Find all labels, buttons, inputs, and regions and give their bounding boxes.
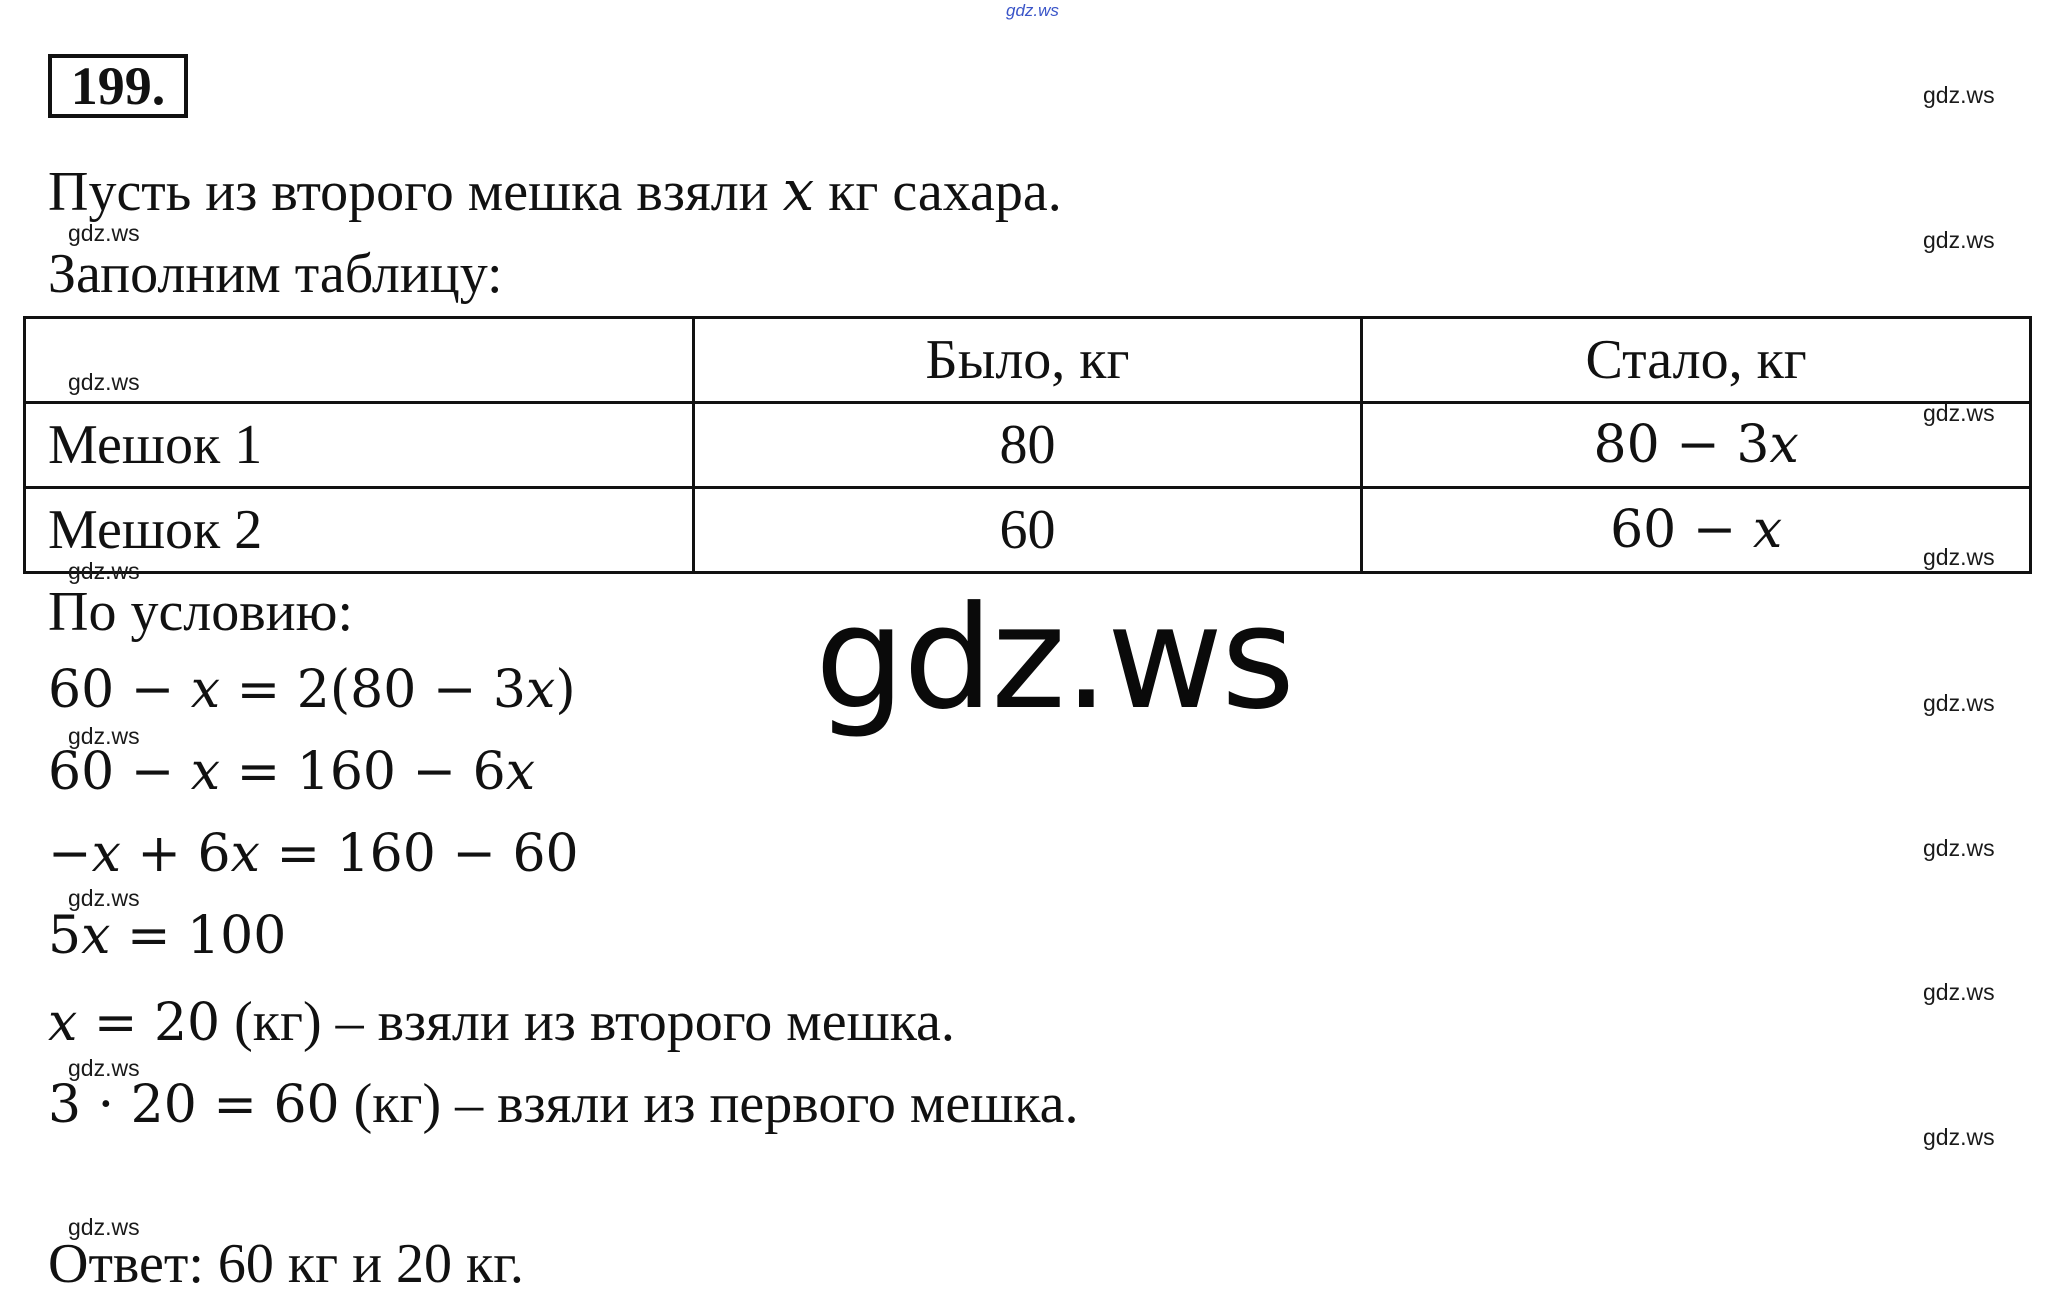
- row-after-variable: x: [1769, 415, 1799, 475]
- watermark-top: gdz.ws: [1006, 1, 1059, 20]
- watermark-large: gdz.ws: [815, 576, 1294, 741]
- result-variable: x: [48, 993, 78, 1053]
- row-after-number: 60 −: [1610, 500, 1753, 560]
- equation-line: [48, 906, 287, 966]
- eq-part: = 100: [110, 906, 287, 966]
- eq-part: = 160 − 60: [259, 824, 579, 884]
- watermark-small: gdz.ws: [68, 1214, 140, 1240]
- intro-text-after: кг сахара.: [814, 161, 1062, 223]
- eq-variable: x: [526, 660, 556, 720]
- equation-line: [48, 824, 579, 884]
- eq-part: 60 −: [48, 742, 191, 802]
- intro-text-before: Пусть из второго мешка взяли: [48, 161, 783, 223]
- watermark-small: gdz.ws: [68, 369, 140, 395]
- eq-part: = 160 − 6: [220, 742, 506, 802]
- eq-part: −: [48, 824, 92, 884]
- result-text: (кг) – взяли из второго мешка.: [220, 991, 955, 1053]
- answer-line: Ответ: 60 кг и 20 кг.: [48, 1233, 524, 1295]
- result-line-first-bag: [48, 1073, 1079, 1135]
- watermark-small: gdz.ws: [1923, 835, 1995, 861]
- eq-variable: x: [505, 742, 536, 802]
- problem-number: 199.: [48, 54, 188, 118]
- intro-line-1: [48, 159, 1062, 224]
- intro-line-2: Заполним таблицу:: [48, 243, 503, 305]
- row-label: Мешок 2: [25, 488, 694, 573]
- eq-variable: x: [81, 906, 111, 966]
- row-after-number: 80 − 3: [1593, 415, 1770, 475]
- watermark-small: gdz.ws: [68, 723, 140, 749]
- eq-part: 60 −: [48, 660, 191, 720]
- eq-part: = 2(80 − 3: [220, 660, 527, 720]
- intro-variable: x: [782, 159, 815, 224]
- table-row: [25, 488, 2031, 573]
- watermark-small: gdz.ws: [1923, 690, 1995, 716]
- result-text: (кг) – взяли из первого мешка.: [339, 1073, 1079, 1135]
- eq-part: ): [555, 660, 576, 720]
- equation-line: [48, 660, 576, 720]
- eq-variable: x: [190, 742, 221, 802]
- result-math: 3 · 20 = 60: [48, 1075, 340, 1135]
- equation-line: [48, 742, 536, 802]
- eq-part: 5: [48, 906, 82, 966]
- eq-variable: x: [190, 660, 221, 720]
- watermark-small: gdz.ws: [1923, 400, 1995, 426]
- watermark-small: gdz.ws: [1923, 544, 1995, 570]
- eq-variable: x: [91, 824, 121, 884]
- watermark-small: gdz.ws: [1923, 979, 1995, 1005]
- watermark-small: gdz.ws: [1923, 1124, 1995, 1150]
- watermark-small: gdz.ws: [1923, 227, 1995, 253]
- watermark-small: gdz.ws: [68, 1055, 140, 1081]
- condition-label: По условию:: [48, 581, 354, 643]
- watermark-small: gdz.ws: [68, 558, 140, 584]
- row-label: Мешок 1: [25, 403, 694, 488]
- watermark-small: gdz.ws: [68, 885, 140, 911]
- table-row: [25, 403, 2031, 488]
- result-line-second-bag: [48, 991, 955, 1053]
- table-header-before: Было, кг: [693, 318, 1362, 403]
- row-before-value: 60: [693, 488, 1362, 573]
- row-after-variable: x: [1752, 500, 1783, 560]
- result-math: = 20: [77, 993, 221, 1053]
- row-before-value: 80: [693, 403, 1362, 488]
- table-header-after: Стало, кг: [1362, 318, 2031, 403]
- solution-table: [23, 316, 2032, 574]
- watermark-small: gdz.ws: [1923, 82, 1995, 108]
- table-header-row: [25, 318, 2031, 403]
- eq-part: + 6: [120, 824, 231, 884]
- eq-variable: x: [230, 824, 260, 884]
- watermark-small: gdz.ws: [68, 220, 140, 246]
